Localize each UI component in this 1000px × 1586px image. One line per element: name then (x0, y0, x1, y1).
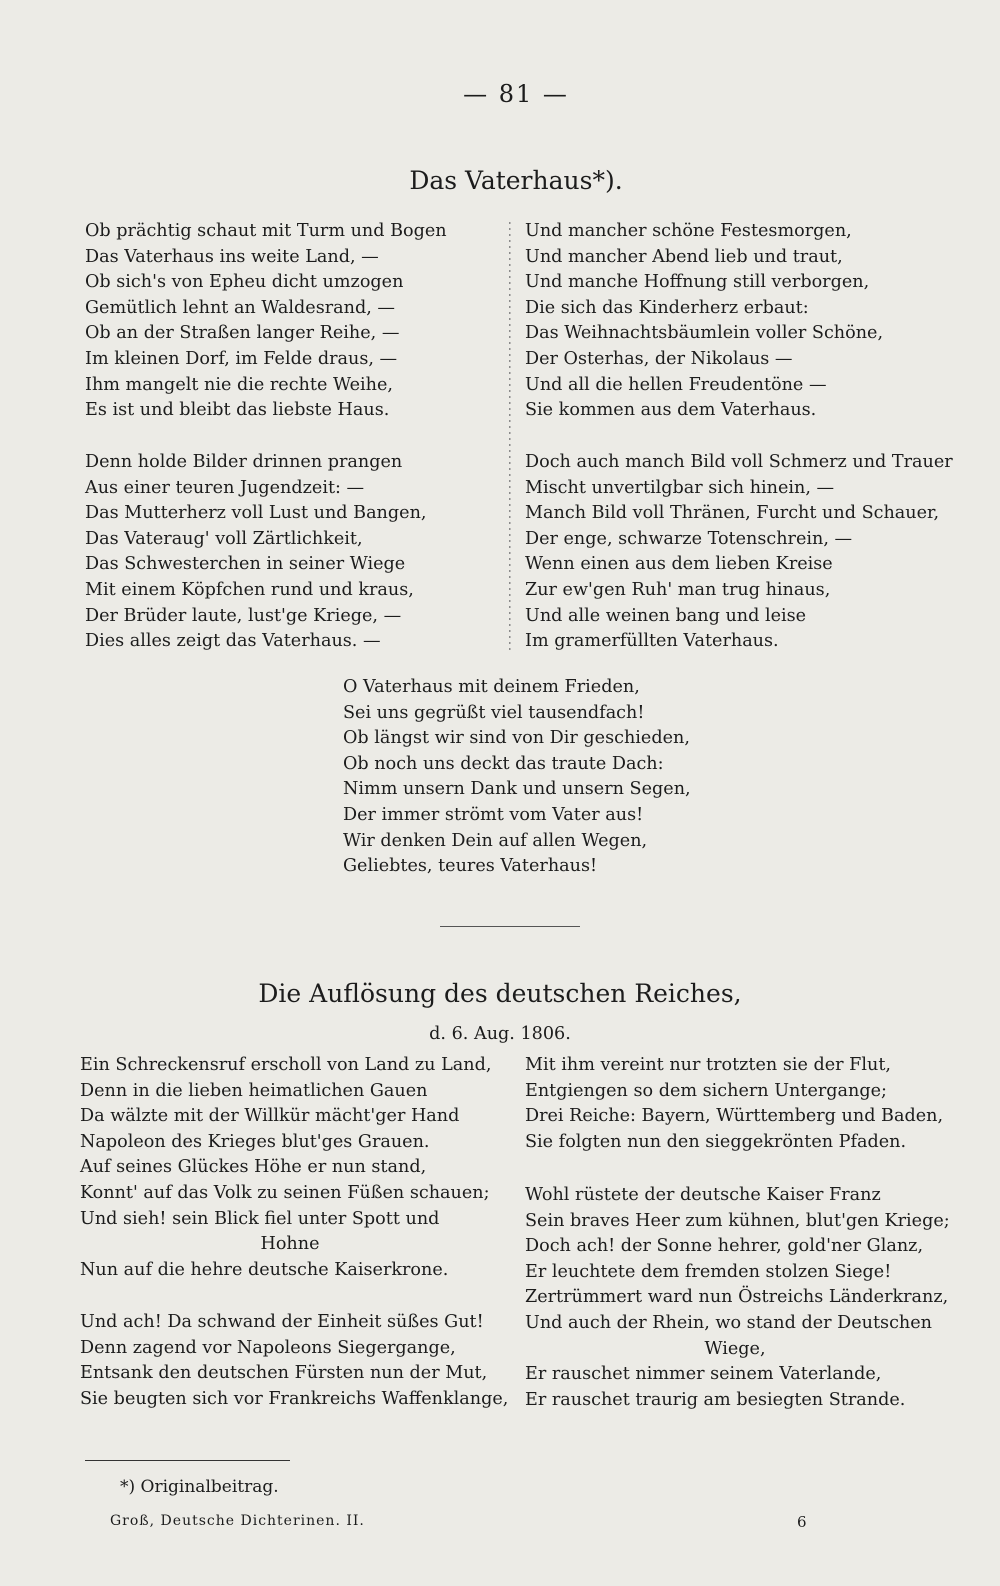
poem-final-stanza (343, 675, 691, 880)
poem-line: Wohl rüstete der deutsche Kaiser Franz (525, 1185, 881, 1205)
poem-line: Nimm unsern Dank und unsern Segen, (343, 779, 691, 800)
poem-line: Hohne (260, 1234, 320, 1255)
poem-stanza-left-2 (85, 450, 427, 655)
poem-line: Die sich das Kinderherz erbaut: (525, 297, 809, 318)
poem-line: Drei Reiche: Bayern, Württemberg und Baden, (525, 1106, 944, 1127)
poem-line: Und mancher schöne Festesmorgen, (525, 221, 852, 241)
poem-line: Doch auch manch Bild voll Schmerz und Trauer (525, 452, 953, 472)
poem-line: Zur ew'gen Ruh' man trug hinaus, (525, 579, 831, 600)
poem-line: Und sieh! sein Blick fiel unter Spott und (80, 1208, 440, 1229)
poem-line: Das Vateraug' voll Zärtlichkeit, (85, 528, 363, 549)
poem-line: Auf seines Glückes Höhe er nun stand, (80, 1157, 427, 1178)
poem-line: Mit ihm vereint nur trotzten sie der Flut, (525, 1055, 891, 1075)
poem2-stanza-right-2 (525, 1183, 950, 1413)
poem-line: Der Osterhas, der Nikolaus — (525, 348, 793, 369)
sheet-mark: 6 (797, 1513, 807, 1531)
poem-line: Er rauschet traurig am besiegten Strande. (525, 1389, 906, 1410)
poem-line: Denn zagend vor Napoleons Siegergange, (80, 1337, 456, 1358)
poem-title-2: Die Auflösung des deutschen Reiches, (258, 979, 742, 1008)
poem-line: Im gramerfüllten Vaterhaus. (525, 631, 779, 652)
poem-line: Manch Bild voll Thränen, Furcht und Schauer, (525, 503, 940, 524)
poem2-stanza-left-1 (80, 1053, 500, 1283)
poem-line: O Vaterhaus mit deinem Frieden, (343, 677, 640, 697)
poem-line: Und auch der Rhein, wo stand der Deutschen (525, 1312, 932, 1333)
poem-line: Sei uns gegrüßt viel tausendfach! (343, 702, 645, 723)
poem-line: Und alle weinen bang und leise (525, 605, 807, 626)
poem-line: Nun auf die hehre deutsche Kaiserkrone. (80, 1259, 449, 1280)
poem-stanza-right-1 (525, 219, 883, 424)
poem-line: Gemütlich lehnt an Waldesrand, — (85, 297, 396, 318)
poem-stanza-left-1 (85, 219, 447, 424)
poem-line: Der enge, schwarze Totenschrein, — (525, 528, 853, 549)
poem-line: Konnt' auf das Volk zu seinen Füßen schauen; (80, 1182, 490, 1203)
poem-date: d. 6. Aug. 1806. (429, 1024, 571, 1044)
poem-line: Denn in die lieben heimatlichen Gauen (80, 1080, 428, 1101)
poem-line: Entgiengen so dem sichern Untergange; (525, 1080, 887, 1101)
poem-line: Das Schwesterchen in seiner Wiege (85, 554, 406, 575)
signature-line: Groß, Deutsche Dichterinen. II. (110, 1513, 365, 1529)
poem-line: Ob prächtig schaut mit Turm und Bogen (85, 221, 447, 241)
poem-line: Entsank den deutschen Fürsten nun der Mut, (80, 1363, 488, 1384)
poem-line: Wir denken Dein auf allen Wegen, (343, 830, 648, 851)
poem-line: Der immer strömt vom Vater aus! (343, 804, 644, 825)
poem-title: Das Vaterhaus*). (409, 166, 623, 195)
poem-line: Das Vaterhaus ins weite Land, — (85, 246, 379, 267)
poem-line: Ob an der Straßen langer Reihe, — (85, 323, 400, 344)
section-separator (440, 926, 580, 927)
poem-line: Und ach! Da schwand der Einheit süßes Gut! (80, 1312, 484, 1332)
poem2-stanza-left-2 (80, 1310, 508, 1412)
poem-line: Sie beugten sich vor Frankreichs Waffenklange, (80, 1388, 509, 1409)
poem-line: Ob noch uns deckt das traute Dach: (343, 753, 664, 774)
poem-line: Und mancher Abend lieb und traut, (525, 246, 843, 267)
poem-line: Im kleinen Dorf, im Felde draus, — (85, 348, 398, 369)
poem-line: Ob längst wir sind von Dir geschieden, (343, 728, 690, 749)
poem-line: Da wälzte mit der Willkür mächt'ger Hand (80, 1106, 460, 1127)
poem-line: Doch ach! der Sonne hehrer, gold'ner Glanz, (525, 1236, 924, 1257)
poem-line: Ein Schreckensruf erscholl von Land zu Land, (80, 1055, 492, 1075)
poem-line: Ob sich's von Epheu dicht umzogen (85, 272, 404, 293)
poem-line: Sein braves Heer zum kühnen, blut'gen Kriege; (525, 1210, 950, 1231)
page-number: — 81 — (463, 80, 569, 108)
poem-line: Napoleon des Krieges blut'ges Grauen. (80, 1131, 430, 1152)
poem-line: Ihm mangelt nie die rechte Weihe, (85, 374, 393, 395)
poem-line: Und all die hellen Freudentöne — (525, 374, 827, 395)
poem-line: Sie kommen aus dem Vaterhaus. (525, 400, 817, 421)
poem-line: Mischt unvertilgbar sich hinein, — (525, 477, 835, 498)
poem-line: Er rauschet nimmer seinem Vaterlande, (525, 1364, 882, 1385)
poem-line: Sie folgten nun den sieggekrönten Pfaden. (525, 1131, 907, 1152)
footnote: *) Originalbeitrag. (120, 1477, 279, 1497)
poem-line: Wenn einen aus dem lieben Kreise (525, 554, 833, 575)
poem-line: Wiege, (704, 1338, 766, 1359)
footnote-rule (85, 1460, 290, 1461)
poem-line: Der Brüder laute, lust'ge Kriege, — (85, 605, 402, 626)
poem-stanza-right-2 (525, 450, 953, 655)
poem-line: Das Weihnachtsbäumlein voller Schöne, (525, 323, 884, 344)
poem-line: Es ist und bleibt das liebste Haus. (85, 400, 390, 421)
poem-line: Geliebtes, teures Vaterhaus! (343, 856, 598, 877)
poem-line: Er leuchtete dem fremden stolzen Siege! (525, 1261, 892, 1282)
poem2-stanza-right-1 (525, 1053, 943, 1155)
poem-line: Zertrümmert ward nun Östreichs Länderkranz, (525, 1287, 949, 1308)
poem-line: Mit einem Köpfchen rund und kraus, (85, 579, 414, 600)
poem-line: Aus einer teuren Jugendzeit: — (85, 477, 365, 498)
poem-line: Denn holde Bilder drinnen prangen (85, 452, 403, 472)
poem-line: Und manche Hoffnung still verborgen, (525, 272, 870, 293)
poem-line: Das Mutterherz voll Lust und Bangen, (85, 503, 427, 524)
column-divider (505, 222, 515, 652)
poem-line: Dies alles zeigt das Vaterhaus. — (85, 631, 381, 652)
